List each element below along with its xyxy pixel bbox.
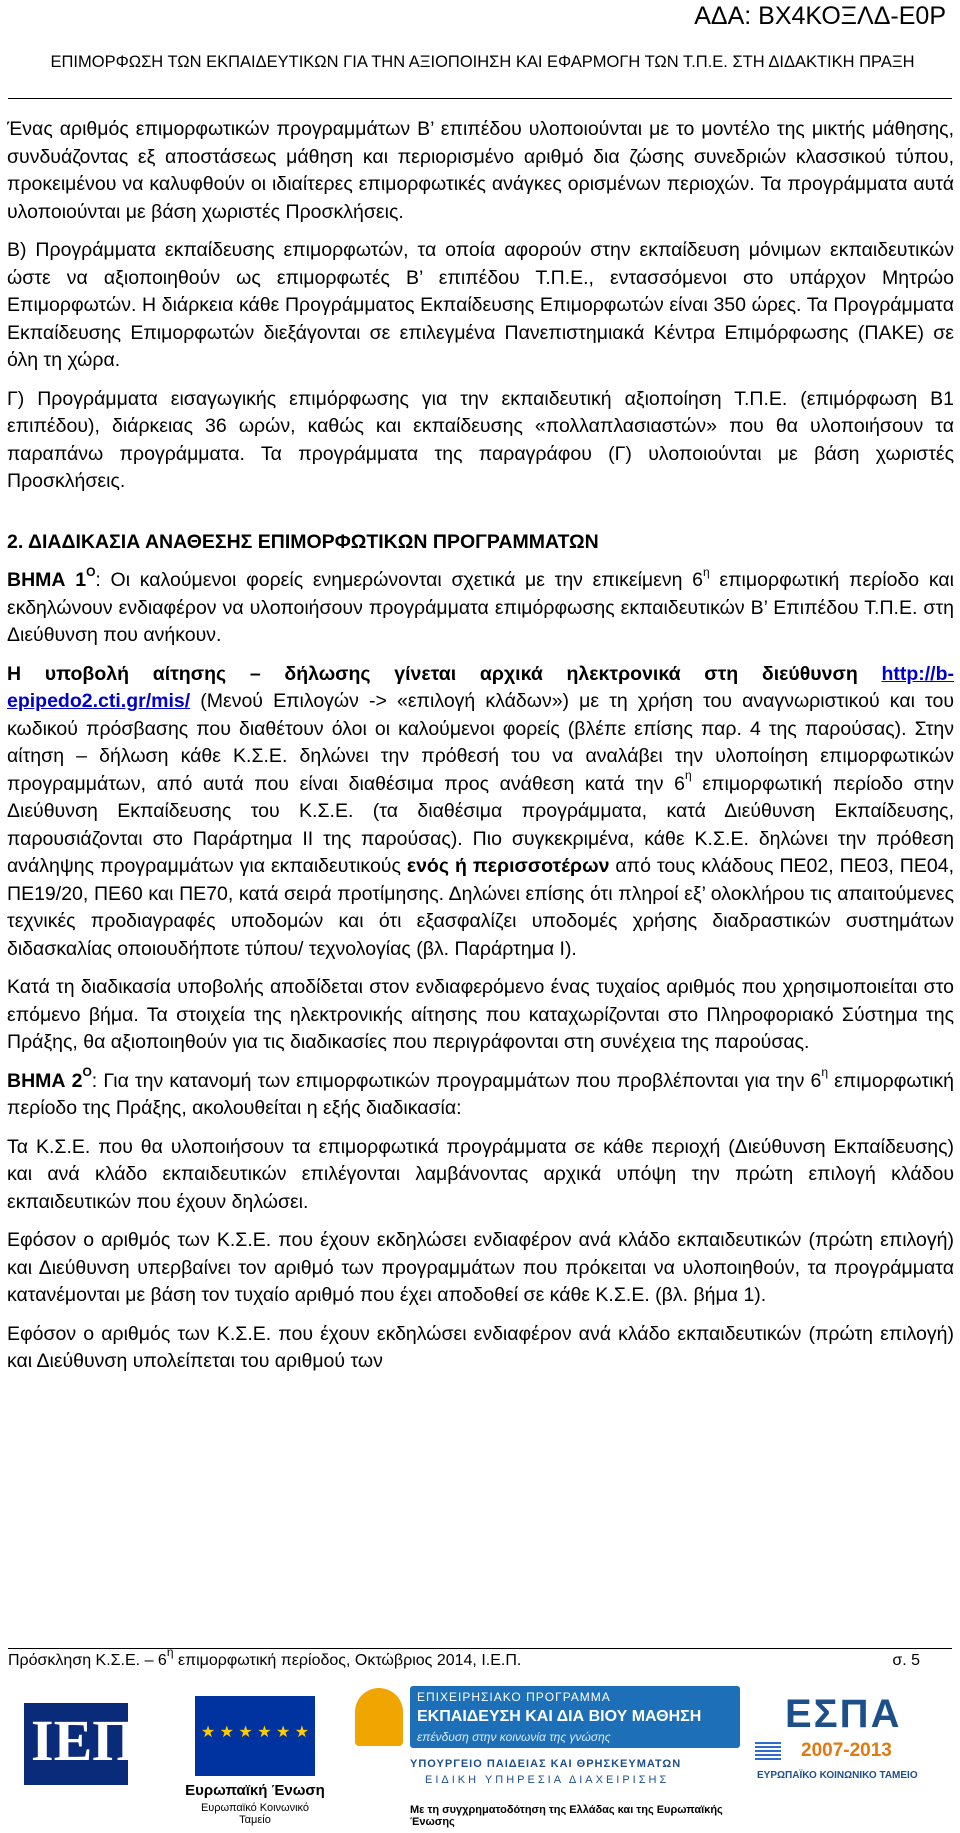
section-title: 2. ΔΙΑΔΙΚΑΣΙΑ ΑΝΑΘΕΣΗΣ ΕΠΙΜΟΡΦΩΤΙΚΩΝ ΠΡΟΓΡΑΜΜΑΤΩΝ [7,530,599,553]
espa-title: ΕΣΠΑ [785,1692,902,1736]
step1-label: ΒΗΜΑ 1 [7,569,87,591]
iep-logo [8,1692,145,1826]
step1-text-a: : Οι καλούμενοι φορείς ενημερώνονται σχετικά με την επικείμενη 6 [95,569,703,591]
step2-paragraph [7,1065,954,1123]
step2-sup: Ο [82,1065,92,1079]
eu-fund: Ευρωπαϊκό Κοινωνικό Ταμείο [200,1802,310,1826]
paragraph-b: Β) Προγράμματα εκπαίδευσης επιμορφωτών, τα οποία αφορούν στην εκπαίδευση μόνιμων εκπαιδευτικών ώστε να αξιοποιηθούν ως επιμορφωτές Β’ επιπέδου Τ.Π.Ε., εντασσόμενοι στο υπάρχον Μητρώο Επιμορφωτών. Η διάρκεια κάθε Προγράμματος Εκπαίδευσης Επιμορφωτών είναι 350 ώρες. Τα Προγράμματα Εκπαίδευσης Επιμορφωτών διεξάγονται σε επιλεγμένα Πανεπιστημιακά Κέντρα Επιμόρφωσης (ΠΑΚΕ) σε όλη τη χώρα. [7,239,954,371]
footer-divider [8,1648,952,1649]
espa-fund: ΕΥΡΩΠΑΪΚΟ ΚΟΙΝΩΝΙΚΟ ΤΑΜΕΙΟ [757,1770,918,1781]
footer-sup: η [166,1644,174,1659]
submission-text-c: από τους κλάδους ΠΕ02, ΠΕ03, ΠΕ04, ΠΕ19/20, ΠΕ60 και ΠΕ70, κατά σειρά προτίμησης. Δηλώνει επίσης ότι πληροί εξ’ ολοκλήρου τις απαιτούμενες τεχνικές προδιαγραφές υποδομών και ότι εξασφαλίζει υποδομές χρήσης διαδραστικών συστημάτων διδασκαλίας οποιουδήποτε τύπου/ τεχνολογίας (βλ. Παράρτημα Ι). [7,855,954,960]
step2-text-a: : Για την κατανομή των επιμορφωτικών προγραμμάτων που προβλέπονται για την 6 [91,1069,822,1092]
mis-link[interactable]: http://b-epipedo2.cti.gr/mis/ [7,662,954,712]
excess-paragraph: Εφόσον ο αριθμός των Κ.Σ.Ε. που έχουν εκδηλώσει ενδιαφέρον ανά κλάδο εκπαιδευτικών (πρώτη επιλογή) και Διεύθυνση υπερβαίνει τον αριθμό των προγραμμάτων που πρόκειται να υλοποιηθούν, τα προγράμματα κατανέμονται με βάση τον τυχαίο αριθμό που έχει αποδοθεί σε κάθε Κ.Σ.Ε. (βλ. βήμα 1). [7,1229,954,1306]
step2-text-b: επιμορφωτική περίοδο της Πράξης, ακολουθείται η εξής διαδικασία: [7,1069,954,1119]
submission-paragraph [7,661,954,964]
agency-name: ΕΙΔΙΚΗ ΥΠΗΡΕΣΙΑ ΔΙΑΧΕΙΡΙΣΗΣ [425,1774,670,1786]
programme-line1: ΕΠΙΧΕΙΡΗΣΙΑΚΟ ΠΡΟΓΡΑΜΜΑ [417,1690,611,1704]
ada-code: ΑΔΑ: ΒΧ4ΚΟΞΛΔ-Ε0Ρ [694,2,946,30]
step1-paragraph [7,564,954,650]
submission-text-b: επιμορφωτική περίοδο στην Διεύθυνση Εκπαίδευσης του Κ.Σ.Ε. (τα διαθέσιμα προγράμματα, κατά Διεύθυνση Εκπαίδευσης, παρουσιάζονται στο Παράρτημα ΙΙ της παρούσας). Πιο συγκεκριμένα, κάθε Κ.Σ.Ε. δηλώνει την πρόθεση ανάληψης προγραμμάτων για εκπαιδευτικούς [7,772,955,877]
submission-text-a: (Μενού Επιλογών -> «επιλογή κλάδων») με τη χρήση του αναγνωριστικού και του κωδικού πρόσβασης που διαθέτουν όλοι οι καλούμενοι φορείς (βλέπε επίσης παρ. 4 της παρούσας). Στην αίτηση – δήλωση κάθε Κ.Σ.Ε. δηλώνει την πρόθεσή του να αναλάβει την υλοποίηση επιμορφωτικών προγραμμάτων, από αυτά που είναι διαθέσιμα προς ανάθεση κατά την 6 [7,690,954,795]
espa-logo [755,1688,945,1808]
greek-flag-icon [755,1742,781,1760]
eu-logo [185,1690,325,1826]
footer-text-a: Πρόσκληση Κ.Σ.Ε. – 6 [8,1652,167,1669]
step2-sup2: η [821,1065,828,1079]
programme-mark-icon [355,1688,403,1746]
submission-bold: Η υποβολή αίτησης – δήλωσης γίνεται αρχικά ηλεκτρονικά στη διεύθυνση [7,662,858,685]
paragraph: Ένας αριθμός επιμορφωτικών προγραμμάτων Β’ επιπέδου υλοποιούνται με το μοντέλο της μικτής μάθησης, συνδυάζοντας εξ αποστάσεως μάθηση και περιορισμένο αριθμό δια ζώσης συνεδριών κλασσικού τύπου, προκειμένου να καλυφθούν οι ιδιαίτερες επιμορφωτικές ανάγκες ορισμένων περιοχών. Τα προγράμματα αυτά υλοποιούνται με βάση χωριστές Προσκλήσεις. [7,118,954,223]
footer-text-b: επιμορφωτική περίοδος, Οκτώβριος 2014, Ι.Ε.Π. [173,1652,522,1669]
submission-bold2: ενός ή περισσοτέρων [406,855,610,877]
step1-sup2: η [703,564,710,579]
iep-logo-text: ΙΕΠ [31,1708,138,1773]
shortfall-paragraph: Εφόσον ο αριθμός των Κ.Σ.Ε. που έχουν εκδηλώσει ενδιαφέρον ανά κλάδο εκπαιδευτικών (πρώτη επιλογή) και Διεύθυνση υπολείπεται του αριθμού των [7,1322,954,1372]
ministry-name: ΥΠΟΥΡΓΕΙΟ ΠΑΙΔΕΙΑΣ ΚΑΙ ΘΡΗΣΚΕΥΜΑΤΩΝ [410,1758,682,1770]
submission-sup: η [685,768,692,782]
paragraph-g: Γ) Προγράμματα εισαγωγικής επιμόρφωσης για την εκπαιδευτική αξιοποίηση Τ.Π.Ε. (επιμόρφωση Β1 επιπέδου), διάρκειας 36 ωρών, καθώς και εκπαίδευσης «πολλαπλασιαστών» που θα υλοποιήσουν τα παραπάνω προγράμματα. Τα προγράμματα της παραγράφου (Γ) υλοποιούνται με βάση χωριστές Προσκλήσεις. [7,387,954,492]
eu-stars: ★ ★ ★ ★ ★ ★ [200,1724,310,1741]
cofunding-note: Με τη συγχρηματοδότηση της Ελλάδας και της Ευρωπαϊκής Ένωσης [410,1804,723,1828]
footer-text [8,1644,522,1670]
operational-programme-logo [355,1686,745,1826]
logo-strip [0,1680,960,1830]
step1-text-b: επιμορφωτική περίοδο και εκδηλώνουν ενδιαφέρον να υλοποιήσουν προγράμματα επιμόρφωσης εκπαιδευτικών Β’ Επιπέδου Τ.Π.Ε. στη Διεύθυνση που ανήκουν. [7,569,954,646]
eu-name: Ευρωπαϊκή Ένωση [185,1782,325,1799]
step2-label: ΒΗΜΑ 2 [7,1069,83,1092]
header-divider [8,98,952,99]
espa-years: 2007-2013 [801,1740,892,1761]
step1-sup: Ο [86,564,96,579]
programme-line2: ΕΚΠΑΙΔΕΥΣΗ ΚΑΙ ΔΙΑ ΒΙΟΥ ΜΑΘΗΣΗ [417,1708,702,1725]
random-number-paragraph: Κατά τη διαδικασία υποβολής αποδίδεται στον ενδιαφερόμενο ένας τυχαίος αριθμός που χρησιμοποιείται στο επόμενο βήμα. Τα στοιχεία της ηλεκτρονικής αίτησης που καταχωρίζονται στο Πληροφοριακό Σύστημα της Πράξης, θα αξιοποιηθούν για τις διαδικασίες που περιγράφονται στη συνέχεια της παρούσας. [7,976,954,1053]
page-number: σ. 5 [892,1652,920,1669]
document-header: ΕΠΙΜΟΡΦΩΣΗ ΤΩΝ ΕΚΠΑΙΔΕΥΤΙΚΩΝ ΓΙΑ ΤΗΝ ΑΞΙΟΠΟΙΗΣΗ ΚΑΙ ΕΦΑΡΜΟΓΗ ΤΩΝ Τ.Π.Ε. ΣΤΗ ΔΙΔΑΚΤΙΚΗ ΠΡΑΞΗ [50,53,915,71]
document-body [7,116,954,1376]
allocation-paragraph: Τα Κ.Σ.Ε. που θα υλοποιήσουν τα επιμορφωτικά προγράμματα σε κάθε περιοχή (Διεύθυνση Εκπαίδευσης) και ανά κλάδο εκπαιδευτικών επιλέγονται λαμβάνοντας αρχικά υπόψη την πρώτη επιλογή κλάδου εκπαιδευτικών που έχουν δηλώσει. [7,1135,954,1213]
programme-line3: επένδυση στην κοινωνία της γνώσης [417,1730,611,1744]
